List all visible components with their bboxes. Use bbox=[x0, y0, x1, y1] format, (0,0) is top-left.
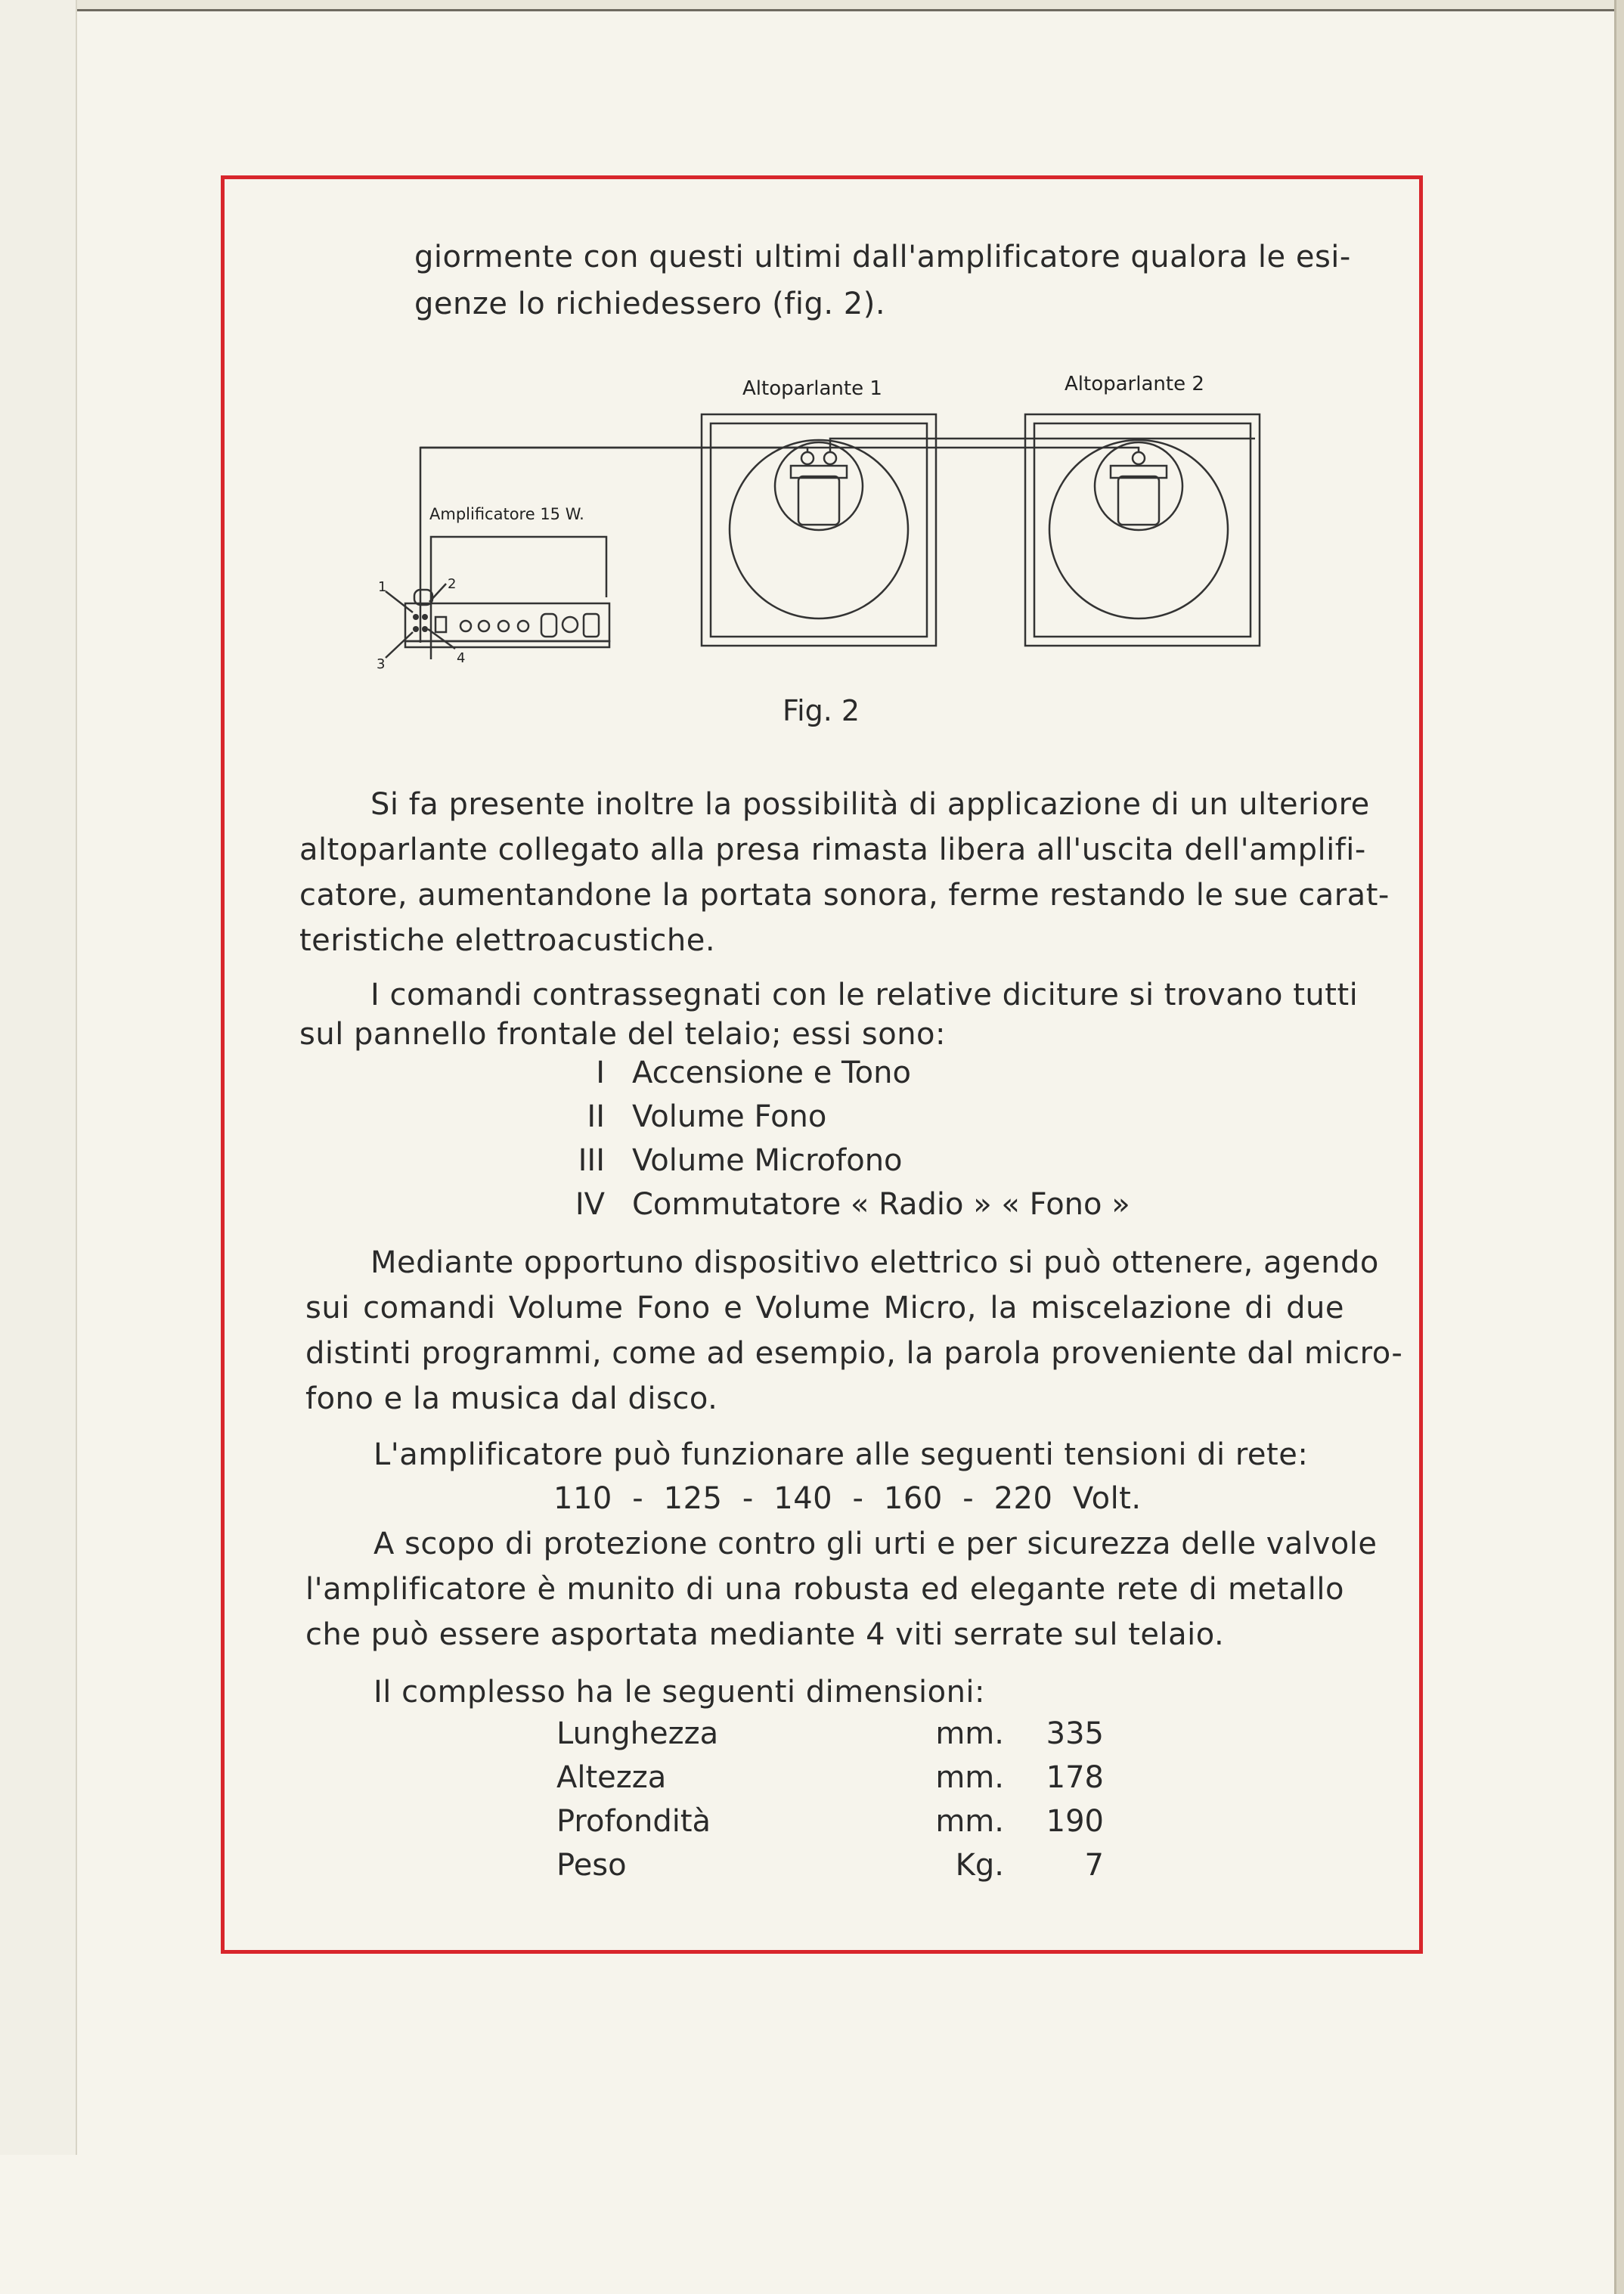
control-label-3: Volume Microfono bbox=[632, 1143, 903, 1178]
dimension-unit: Kg. bbox=[955, 1848, 1004, 1883]
control-num-3: III bbox=[578, 1143, 605, 1178]
control-num-1: I bbox=[596, 1056, 605, 1090]
wiring-diagram bbox=[370, 363, 1278, 680]
paragraph3-line-1: Mediante opportuno dispositivo elettrico si può ottenere, agendo bbox=[370, 1245, 1379, 1280]
figure-caption: Fig. 2 bbox=[783, 694, 860, 727]
speaker1-label: Altoparlante 1 bbox=[742, 377, 882, 400]
paragraph6: Il complesso ha le seguenti dimensioni: bbox=[373, 1675, 986, 1710]
paragraph5-line-2: l'amplificatore è munito di una robusta ed elegante rete di metallo bbox=[305, 1572, 1344, 1607]
paragraph5-line-3: che può essere asportata mediante 4 viti serrate sul telaio. bbox=[305, 1617, 1225, 1652]
dimension-value: 190 bbox=[1046, 1804, 1104, 1839]
amplifier-label: Amplificatore 15 W. bbox=[429, 505, 584, 523]
paragraph1-line-1: Si fa presente inoltre la possibilità di applicazione di un ulteriore bbox=[370, 787, 1370, 822]
dimension-label: Altezza bbox=[556, 1760, 667, 1795]
control-label-4: Commutatore « Radio » « Fono » bbox=[632, 1187, 1130, 1222]
paragraph1-line-2: altoparlante collegato alla presa rimasta libera all'uscita dell'amplifi- bbox=[299, 832, 1366, 867]
callout-2: 2 bbox=[448, 576, 457, 592]
callout-3: 3 bbox=[377, 656, 386, 672]
callout-4: 4 bbox=[457, 650, 466, 666]
paragraph3-line-4: fono e la musica dal disco. bbox=[305, 1381, 718, 1416]
dimension-unit: mm. bbox=[935, 1716, 1004, 1751]
intro-line-1: giormente con questi ultimi dall'amplificatore qualora le esi- bbox=[414, 240, 1351, 274]
control-label-2: Volume Fono bbox=[632, 1099, 827, 1134]
dimension-value: 335 bbox=[1046, 1716, 1104, 1751]
dimension-value: 7 bbox=[1084, 1848, 1104, 1883]
control-num-4: IV bbox=[575, 1187, 605, 1222]
paragraph3-line-3: distinti programmi, come ad esempio, la parola proveniente dal micro- bbox=[305, 1336, 1403, 1371]
paragraph4: L'amplificatore può funzionare alle seguenti tensioni di rete: bbox=[373, 1437, 1309, 1472]
paragraph2-line-2: sul pannello frontale del telaio; essi sono: bbox=[299, 1017, 947, 1052]
page-top-edge bbox=[0, 0, 1624, 11]
voltage-list: 110 - 125 - 140 - 160 - 220 Volt. bbox=[553, 1481, 1142, 1516]
dimension-label: Profondità bbox=[556, 1804, 711, 1839]
page-right-edge bbox=[1614, 0, 1624, 2294]
speaker2-label: Altoparlante 2 bbox=[1065, 373, 1204, 395]
callout-1: 1 bbox=[378, 579, 387, 595]
dimension-value: 178 bbox=[1046, 1760, 1104, 1795]
paragraph5-line-1: A scopo di protezione contro gli urti e per sicurezza delle valvole bbox=[373, 1527, 1378, 1561]
dimension-unit: mm. bbox=[935, 1760, 1004, 1795]
dimension-unit: mm. bbox=[935, 1804, 1004, 1839]
paragraph1-line-3: catore, aumentandone la portata sonora, ferme restando le sue carat- bbox=[299, 878, 1390, 913]
dimension-label: Peso bbox=[556, 1848, 627, 1883]
paragraph2-line-1: I comandi contrassegnati con le relative diciture si trovano tutti bbox=[370, 978, 1359, 1012]
control-num-2: II bbox=[587, 1099, 605, 1134]
paragraph1-line-4: teristiche elettroacustiche. bbox=[299, 923, 716, 958]
intro-line-2: genze lo richiedessero (fig. 2). bbox=[414, 287, 886, 321]
facing-page-edge bbox=[0, 0, 77, 2155]
paragraph3-line-2: sui comandi Volume Fono e Volume Micro, la miscelazione di due bbox=[305, 1291, 1344, 1325]
control-label-1: Accensione e Tono bbox=[632, 1056, 911, 1090]
dimension-label: Lunghezza bbox=[556, 1716, 719, 1751]
